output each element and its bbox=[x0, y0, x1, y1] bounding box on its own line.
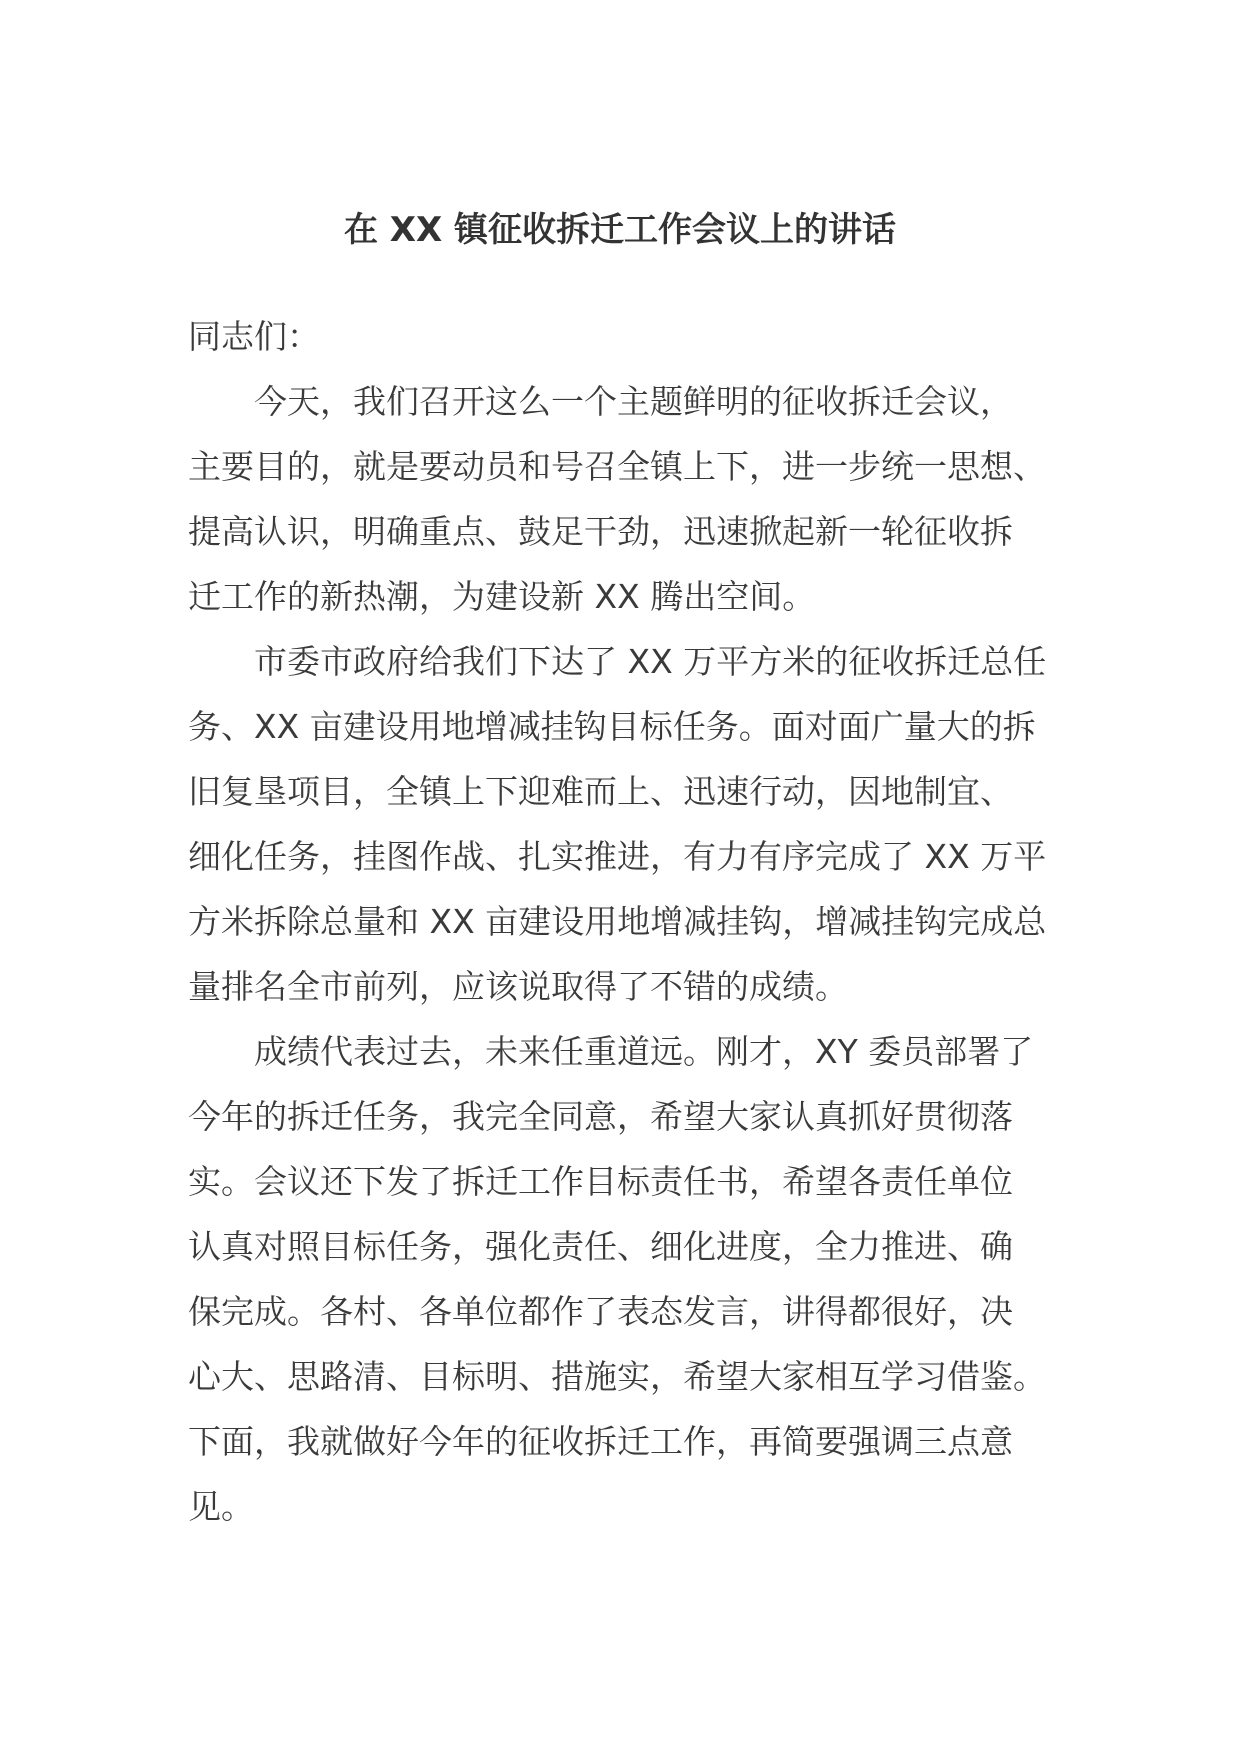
document-title: 在 XX 镇征收拆迁工作会议上的讲话 bbox=[343, 210, 897, 250]
document-body bbox=[188, 304, 1068, 1539]
paragraph-line: 市委市政府给我们下达了 XX 万平方米的征收拆迁总任 bbox=[254, 642, 1047, 681]
paragraph-line: 方米拆除总量和 XX 亩建设用地增减挂钩，增减挂钩完成总 bbox=[188, 902, 1047, 941]
paragraph-line: 下面，我就做好今年的征收拆迁工作，再简要强调三点意 bbox=[188, 1422, 1013, 1461]
paragraph-line: 提高认识，明确重点、鼓足干劲，迅速掀起新一轮征收拆 bbox=[188, 512, 1013, 551]
paragraph-line: 今天，我们召开这么一个主题鲜明的征收拆迁会议， bbox=[254, 382, 1013, 421]
paragraph-line: 迁工作的新热潮，为建设新 XX 腾出空间。 bbox=[188, 577, 816, 616]
paragraph-line: 认真对照目标任务，强化责任、细化进度，全力推进、确 bbox=[188, 1227, 1013, 1266]
paragraph-line: 细化任务，挂图作战、扎实推进，有力有序完成了 XX 万平 bbox=[188, 837, 1047, 876]
paragraph-line: 见。 bbox=[188, 1487, 254, 1526]
paragraph-line: 实。会议还下发了拆迁工作目标责任书，希望各责任单位 bbox=[188, 1162, 1013, 1201]
paragraph-line: 主要目的，就是要动员和号召全镇上下，进一步统一思想、 bbox=[188, 447, 1046, 486]
paragraph-2 bbox=[188, 629, 1068, 1019]
paragraph-line: 成绩代表过去，未来任重道远。刚才，XY 委员部署了 bbox=[254, 1032, 1034, 1071]
paragraph-line: 旧复垦项目，全镇上下迎难而上、迅速行动，因地制宜、 bbox=[188, 772, 1013, 811]
paragraph-line: 保完成。各村、各单位都作了表态发言，讲得都很好，决 bbox=[188, 1292, 1013, 1331]
paragraph-line: 务、XX 亩建设用地增减挂钩目标任务。面对面广量大的拆 bbox=[188, 707, 1036, 746]
paragraph-line: 量排名全市前列，应该说取得了不错的成绩。 bbox=[188, 967, 848, 1006]
paragraph-line: 今年的拆迁任务，我完全同意，希望大家认真抓好贯彻落 bbox=[188, 1097, 1013, 1136]
paragraph-3 bbox=[188, 1019, 1068, 1539]
paragraph-line: 心大、思路清、目标明、措施实，希望大家相互学习借鉴。 bbox=[188, 1357, 1046, 1396]
salutation: 同志们： bbox=[188, 317, 320, 356]
paragraph-1 bbox=[188, 369, 1068, 629]
